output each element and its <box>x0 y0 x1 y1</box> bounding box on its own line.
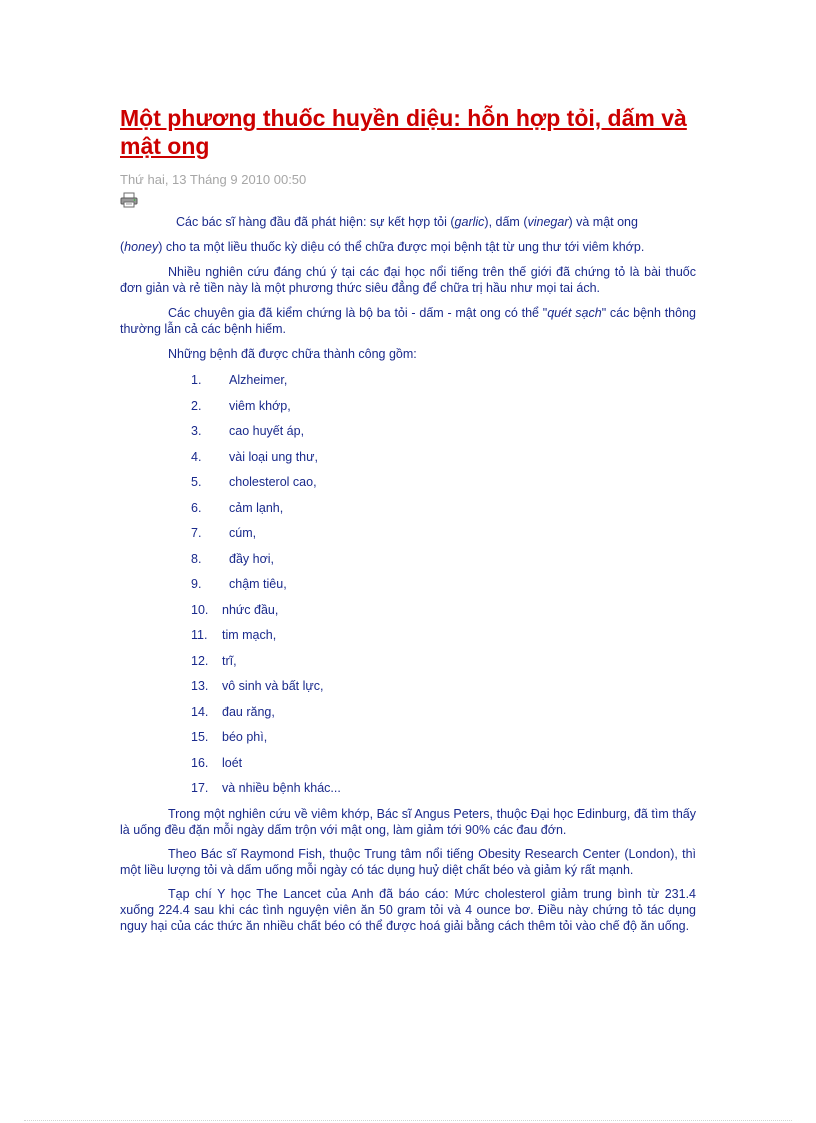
list-item <box>120 653 696 679</box>
list-item-text: loét <box>222 755 243 770</box>
list-item-text: và nhiều bệnh khác... <box>222 781 341 795</box>
article-date: Thứ hai, 13 Tháng 9 2010 00:50 <box>120 172 307 187</box>
list-item <box>120 704 696 730</box>
list-item <box>120 372 696 398</box>
list-item <box>120 398 696 424</box>
list-item-number: 3. <box>191 424 202 438</box>
disease-list <box>120 372 696 806</box>
page-bottom-rule <box>24 1120 792 1121</box>
list-item-text: Alzheimer, <box>229 373 288 387</box>
list-item <box>120 602 696 628</box>
paragraph-experts: Các chuyên gia đã kiểm chứng là bộ ba tỏi - dấm - mật ong có thể "quét sạch" các bệnh thông thường lẫn cả các bệnh hiếm. <box>120 306 696 336</box>
list-item-text: cúm, <box>229 526 257 540</box>
list-item-number: 9. <box>191 577 202 591</box>
paragraph-research: Nhiều nghiên cứu đáng chú ý tại các đại học nổi tiếng trên thế giới đã chứng tỏ là bài thuốc đơn giản và rẻ tiền này là một phương thức siêu đẳng để chữa trị hầu như mọi tai ách. <box>120 265 696 295</box>
list-item-number: 15. <box>191 730 209 744</box>
list-item-text: vô sinh và bất lực, <box>222 679 324 693</box>
list-item-text: cholesterol cao, <box>229 475 317 489</box>
list-item <box>120 729 696 755</box>
intro-paragraph-1: Các bác sĩ hàng đầu đã phát hiện: sự kết hợp tỏi (garlic), dấm (vinegar) và mật ong <box>176 215 638 229</box>
list-item-number: 8. <box>191 551 202 566</box>
paragraph-lancet: Tạp chí Y học The Lancet của Anh đã báo cáo: Mức cholesterol giảm trung bình từ 231.4 xuống 224.4 sau khi các tình nguyện viên ăn 50 gram tỏi và 4 ounce bơ. Điều này chứng tỏ tác dụng nguy hại của các thức ăn nhiều chất béo có thể được hoá giải bằng cách thêm tỏi vào chế độ ăn uống. <box>120 886 696 933</box>
list-item-number: 10. <box>191 602 209 617</box>
list-item-text: cảm lạnh, <box>229 500 284 515</box>
intro-paragraph-2: (honey) cho ta một liều thuốc kỳ diệu có thể chữa được mọi bệnh tật từ ung thư tới viêm khớp. <box>120 240 645 254</box>
list-item <box>120 449 696 475</box>
list-item-text: nhức đầu, <box>222 602 279 617</box>
list-item-number: 1. <box>191 373 202 387</box>
list-item-number: 13. <box>191 679 209 693</box>
list-item-text: vài loại ung thư, <box>229 449 318 464</box>
list-item-text: đầy hơi, <box>229 551 275 566</box>
list-item-text: trĩ, <box>222 653 237 668</box>
list-item-number: 4. <box>191 449 202 464</box>
list-item <box>120 500 696 526</box>
list-item-number: 6. <box>191 500 202 515</box>
list-item-number: 5. <box>191 475 202 489</box>
list-item <box>120 576 696 602</box>
list-item-number: 17. <box>191 781 209 795</box>
list-item <box>120 678 696 704</box>
list-item-text: đau răng, <box>222 704 275 719</box>
list-item <box>120 551 696 577</box>
list-item-text: tim mạch, <box>222 628 277 642</box>
paragraph-arthritis: Trong một nghiên cứu về viêm khớp, Bác sĩ Angus Peters, thuộc Đại học Edinburg, đã tìm thấy là uống đều đặn mỗi ngày dấm trộn với mật ong, làm giảm tới 90% các đau đớn. <box>120 806 696 837</box>
list-intro: Những bệnh đã được chữa thành công gồm: <box>168 347 417 361</box>
list-item-text: chậm tiêu, <box>229 577 287 591</box>
list-item-text: béo phì, <box>222 730 268 744</box>
article-title[interactable]: Một phương thuốc huyền diệu: hỗn hợp tỏi, dấm và mật ong <box>120 105 687 159</box>
list-item <box>120 423 696 449</box>
list-item-text: cao huyết áp, <box>229 424 305 438</box>
list-item-number: 16. <box>191 755 209 770</box>
list-item <box>120 525 696 551</box>
list-item-number: 11. <box>191 628 208 642</box>
list-item-number: 14. <box>191 704 209 719</box>
article <box>120 104 696 934</box>
list-item <box>120 780 696 806</box>
paragraph-obesity: Theo Bác sĩ Raymond Fish, thuộc Trung tâm nổi tiếng Obesity Research Center (London), thì một liều lượng tỏi và dấm uống mỗi ngày có tác dụng huỷ diệt chất béo và giảm ký rất mạnh. <box>120 846 696 877</box>
list-item-number: 7. <box>191 526 202 540</box>
list-item <box>120 755 696 781</box>
list-item <box>120 474 696 500</box>
list-item-number: 12. <box>191 653 209 668</box>
list-item <box>120 627 696 653</box>
printer-icon[interactable] <box>120 192 138 208</box>
article-body <box>120 214 696 934</box>
list-item-number: 2. <box>191 398 202 413</box>
list-item-text: viêm khớp, <box>229 398 291 413</box>
